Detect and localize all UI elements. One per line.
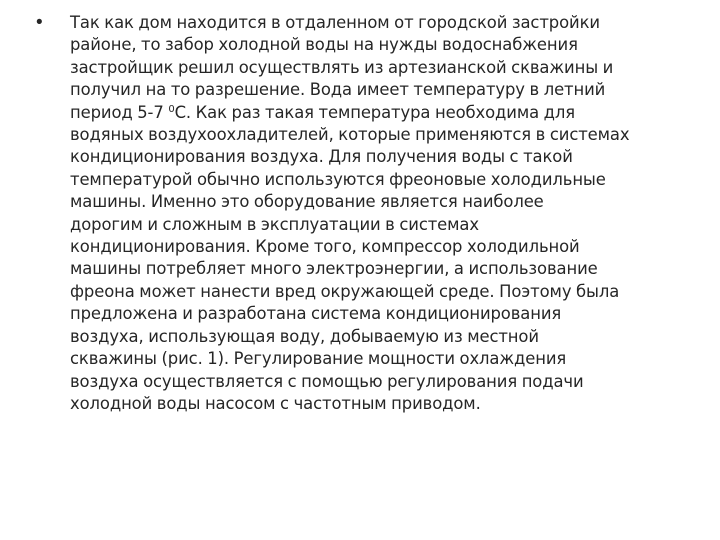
- text-line: холодной воды насосом с частотным приводом.: [70, 393, 481, 413]
- text-line: воздуха, использующая воду, добываемую из местной: [70, 326, 539, 346]
- text-line: машины. Именно это оборудование является наиболее: [70, 192, 544, 212]
- temperature-suffix: С. Как раз такая температура необходима для: [174, 102, 576, 122]
- text-line: водяных воздухоохладителей, которые применяются в системах: [70, 125, 630, 145]
- text-line: фреона может нанести вред окружающей среде. Поэтому была: [70, 281, 620, 301]
- text-line: Так как дом находится в отдаленном от городской застройки: [70, 13, 600, 32]
- text-line: скважины (рис. 1). Регулирование мощности охлаждения: [70, 349, 567, 369]
- text-line: районе, то забор холодной воды на нужды водоснабжения: [70, 35, 578, 55]
- text-line: застройщик решил осуществлять из артезианской скважины и: [70, 57, 614, 77]
- bullet-marker: •: [36, 12, 43, 33]
- text-line: предложена и разработана система кондиционирования: [70, 304, 562, 324]
- text-line-temperature: [70, 102, 696, 124]
- text-line: дорогим и сложным в эксплуатации в системах: [70, 214, 479, 234]
- text-line: получил на то разрешение. Вода имеет температуру в летний: [70, 80, 606, 100]
- text-line: машины потребляет много электроэнергии, а использование: [70, 259, 598, 279]
- temperature-prefix: период 5-7: [70, 102, 169, 122]
- text-line: кондиционирования воздуха. Для получения воды с такой: [70, 147, 573, 167]
- text-line: температурой обычно используются фреоновые холодильные: [70, 169, 606, 189]
- bullet-paragraph: [70, 12, 696, 415]
- text-line: кондиционирования. Кроме того, компрессор холодильной: [70, 237, 580, 257]
- text-line: воздуха осуществляется с помощью регулирования подачи: [70, 371, 584, 391]
- degree-superscript: 0: [168, 103, 175, 115]
- bullet-item: [36, 12, 696, 415]
